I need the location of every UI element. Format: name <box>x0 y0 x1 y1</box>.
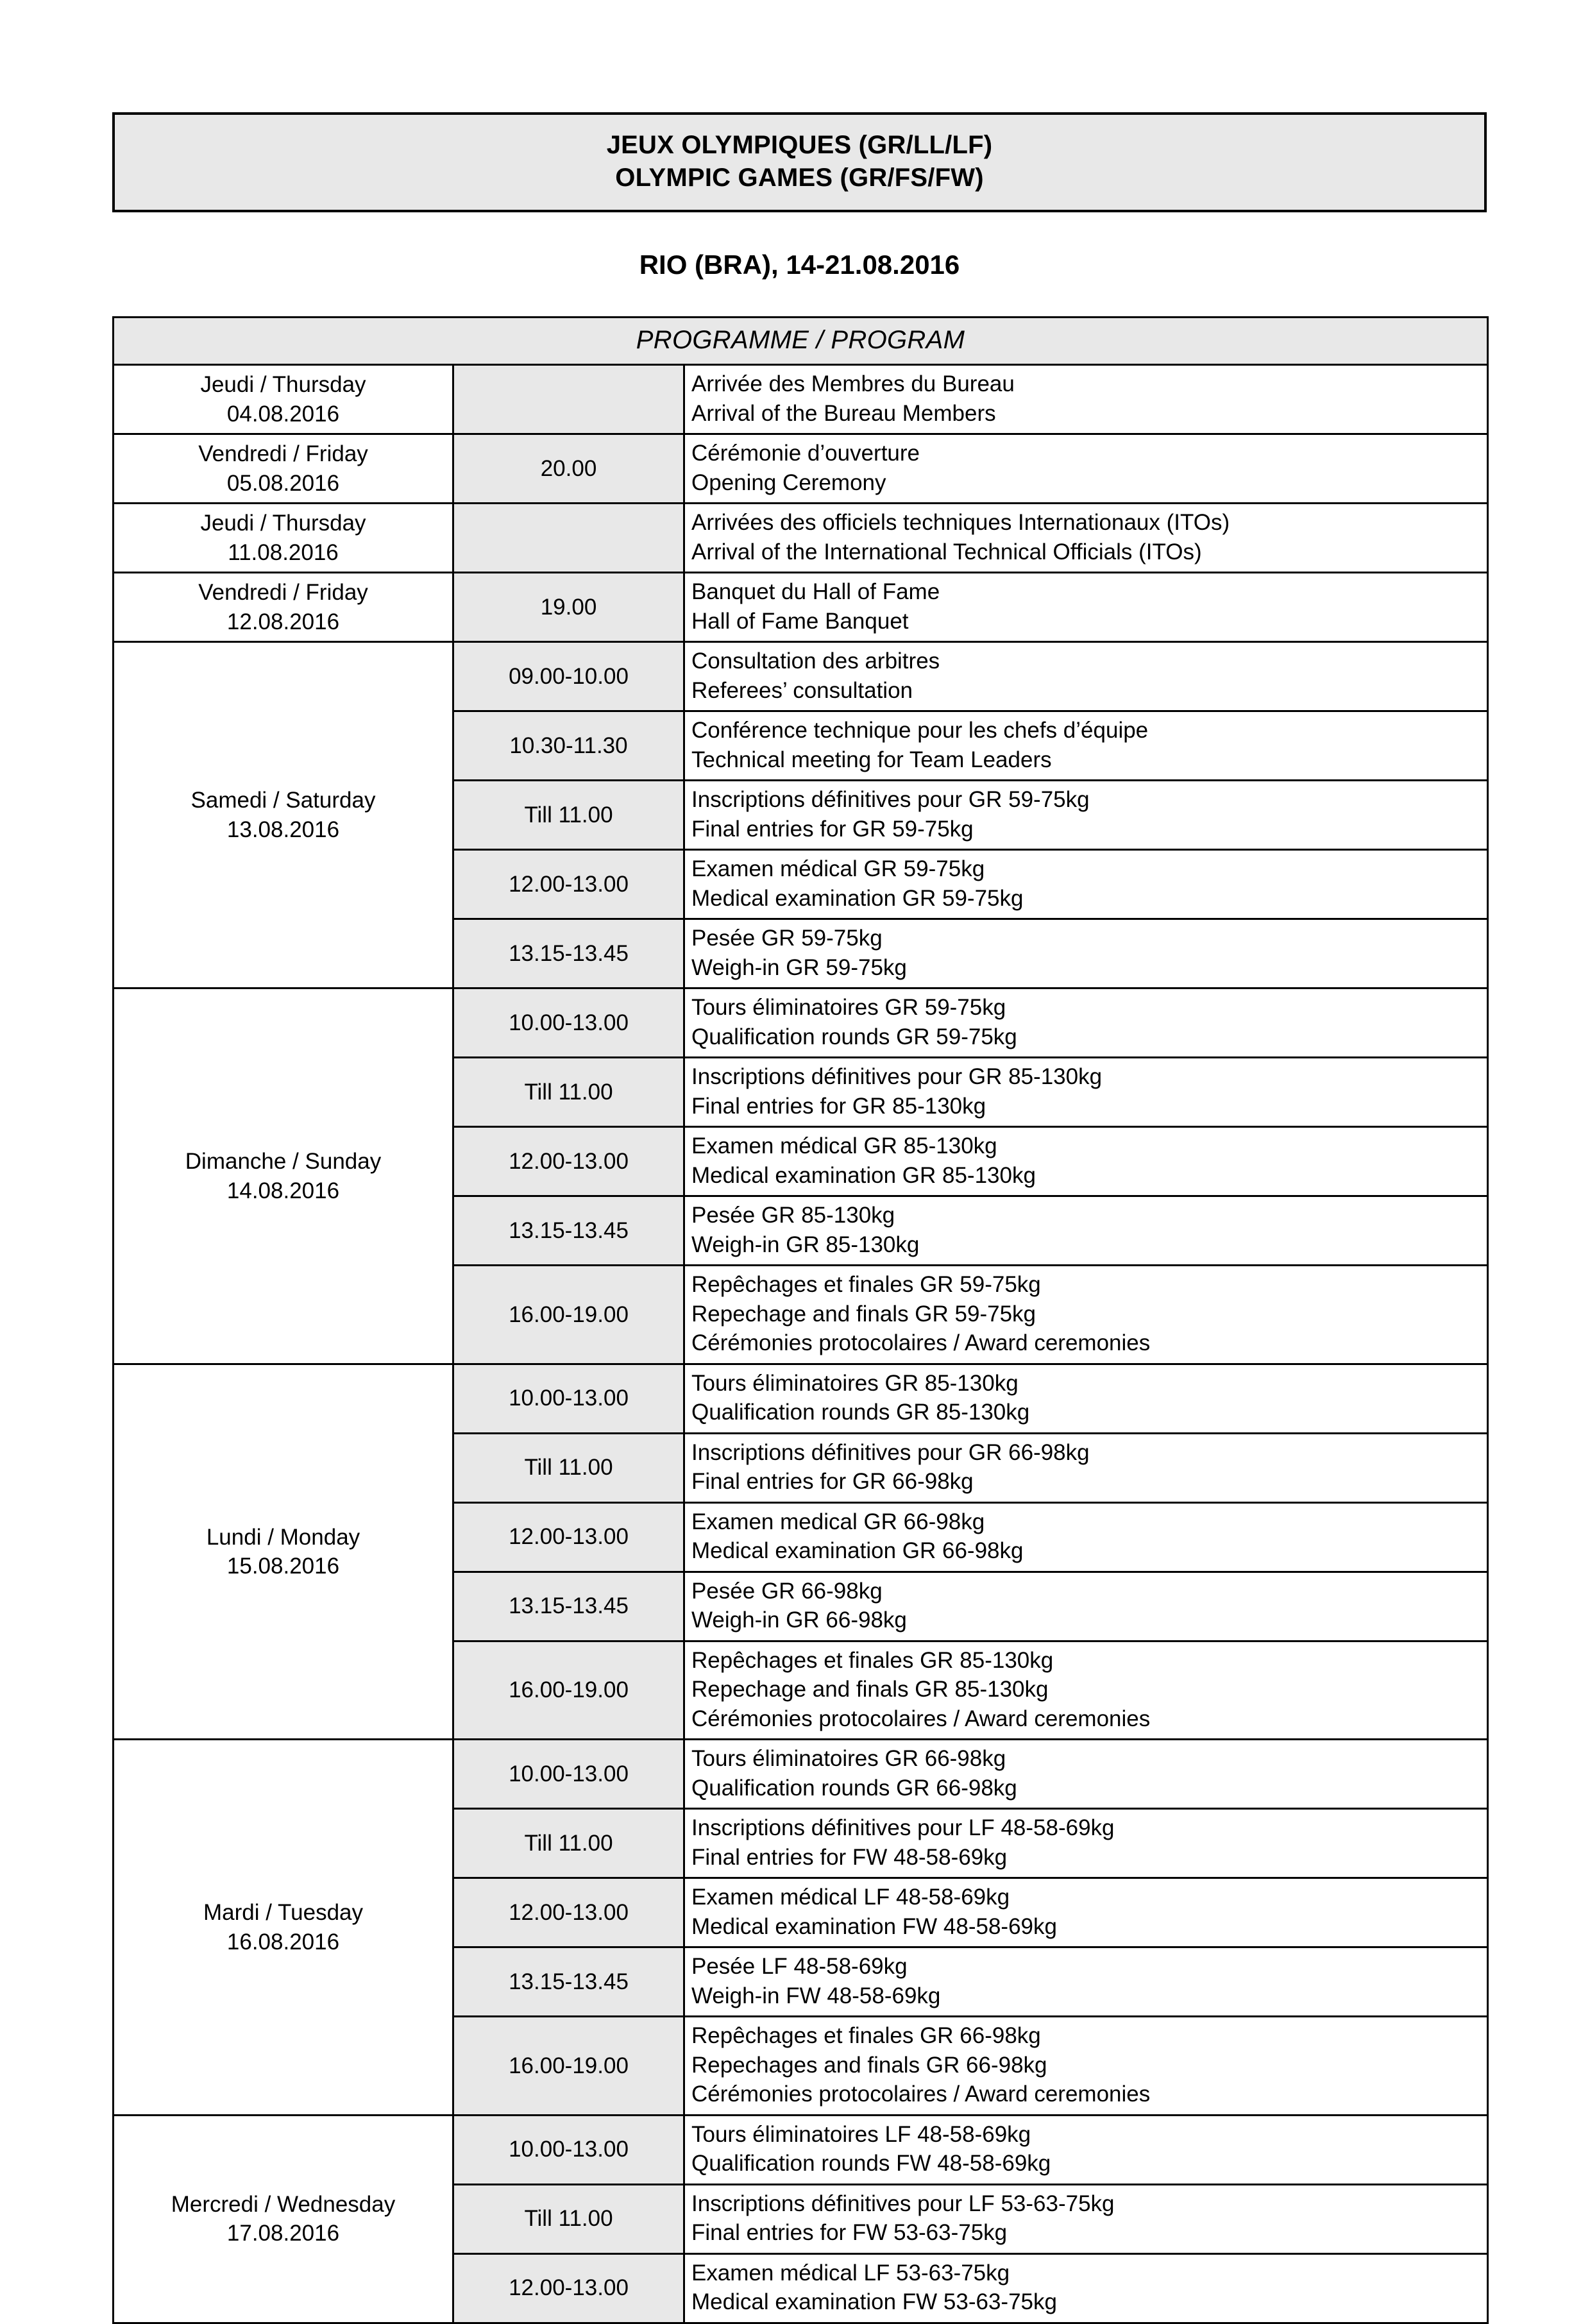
table-row <box>114 365 1488 434</box>
time-cell: Till 11.00 <box>453 1058 684 1127</box>
description-cell <box>684 1127 1488 1196</box>
day-name: Jeudi / Thursday <box>200 511 366 536</box>
time-cell: 12.00-13.00 <box>453 1502 684 1572</box>
description-cell <box>684 781 1488 850</box>
description-cell <box>684 642 1488 711</box>
time-cell: 10.00-13.00 <box>453 988 684 1058</box>
description-english: Repechage and finals GR 85-130kg <box>691 1677 1049 1702</box>
venue-and-dates: RIO (BRA), 14-21.08.2016 <box>639 250 960 280</box>
time-cell: 10.30-11.30 <box>453 711 684 781</box>
day-date: 11.08.2016 <box>228 539 339 565</box>
day-name: Vendredi / Friday <box>198 580 368 606</box>
description-french: Examen medical GR 66-98kg <box>691 1509 985 1534</box>
table-row <box>114 2115 1488 2184</box>
table-row <box>114 1364 1488 1433</box>
description-english: Weigh-in FW 48-58-69kg <box>691 1983 941 2008</box>
title-french: JEUX OLYMPIQUES (GR/LL/LF) <box>606 131 993 159</box>
description-english: Qualification rounds GR 85-130kg <box>691 1400 1030 1425</box>
time-cell: 16.00-19.00 <box>453 1266 684 1364</box>
description-cell <box>684 1058 1488 1127</box>
time-cell: 12.00-13.00 <box>453 850 684 919</box>
description-french: Inscriptions définitives pour GR 85-130kg <box>691 1064 1103 1090</box>
table-row <box>114 573 1488 642</box>
time-cell: 10.00-13.00 <box>453 1364 684 1433</box>
description-cell <box>684 919 1488 988</box>
programme-table-header-row <box>114 318 1488 365</box>
table-row <box>114 988 1488 1058</box>
day-cell <box>114 1740 453 2116</box>
time-cell: Till 11.00 <box>453 781 684 850</box>
description-english: Medical examination FW 48-58-69kg <box>691 1913 1057 1939</box>
day-date: 17.08.2016 <box>226 2221 340 2246</box>
day-date: 13.08.2016 <box>226 817 340 842</box>
description-english: Medical examination FW 53-63-75kg <box>691 2289 1057 2315</box>
description-french: Cérémonie d’ouverture <box>691 441 920 466</box>
description-english: Qualification rounds FW 48-58-69kg <box>691 2151 1051 2176</box>
time-cell: 12.00-13.00 <box>453 2253 684 2323</box>
table-row <box>114 434 1488 504</box>
description-cell <box>684 1502 1488 1572</box>
time-cell <box>453 365 684 434</box>
description-english: Final entries for GR 85-130kg <box>691 1093 986 1119</box>
description-cell <box>684 988 1488 1058</box>
description-cell <box>684 573 1488 642</box>
day-cell <box>114 988 453 1364</box>
description-cell <box>684 1947 1488 2017</box>
day-date: 04.08.2016 <box>226 401 340 427</box>
programme-section-title: PROGRAMME / PROGRAM <box>114 318 1488 365</box>
description-english: Repechage and finals GR 59-75kg <box>691 1301 1036 1327</box>
description-cell <box>684 711 1488 781</box>
time-cell: 19.00 <box>453 573 684 642</box>
description-french: Examen médical GR 59-75kg <box>691 856 985 882</box>
programme-table <box>112 316 1489 2324</box>
description-french: Inscriptions définitives pour GR 59-75kg <box>691 787 1090 813</box>
time-cell: 13.15-13.45 <box>453 1947 684 2017</box>
table-row <box>114 504 1488 573</box>
document-title-banner <box>112 112 1487 212</box>
day-date: 16.08.2016 <box>226 1929 340 1955</box>
description-cell <box>684 1740 1488 1809</box>
time-cell: 13.15-13.45 <box>453 1572 684 1641</box>
programme-table-body <box>114 365 1488 2323</box>
day-name: Jeudi / Thursday <box>200 372 366 398</box>
title-english: OLYMPIC GAMES (GR/FS/FW) <box>615 164 984 192</box>
day-cell <box>114 573 453 642</box>
day-cell <box>114 365 453 434</box>
time-cell: 13.15-13.45 <box>453 919 684 988</box>
description-extra: Cérémonies protocolaires / Award ceremonies <box>691 1706 1151 1731</box>
table-row <box>114 642 1488 711</box>
description-french: Arrivées des officiels techniques Internationaux (ITOs) <box>691 510 1230 536</box>
time-cell: 12.00-13.00 <box>453 1127 684 1196</box>
description-english: Final entries for GR 59-75kg <box>691 816 974 842</box>
day-cell <box>114 1364 453 1740</box>
description-cell <box>684 1433 1488 1502</box>
description-french: Conférence technique pour les chefs d’équipe <box>691 718 1149 743</box>
description-french: Pesée GR 59-75kg <box>691 926 883 951</box>
description-french: Examen médical GR 85-130kg <box>691 1133 997 1159</box>
day-cell <box>114 504 453 573</box>
day-cell <box>114 434 453 504</box>
time-cell: 16.00-19.00 <box>453 2017 684 2116</box>
description-english: Final entries for FW 48-58-69kg <box>691 1844 1008 1870</box>
description-cell <box>684 1878 1488 1947</box>
time-cell: 10.00-13.00 <box>453 1740 684 1809</box>
description-english: Technical meeting for Team Leaders <box>691 747 1052 772</box>
description-english: Medical examination GR 85-130kg <box>691 1162 1036 1188</box>
description-french: Repêchages et finales GR 66-98kg <box>691 2023 1041 2049</box>
day-date: 05.08.2016 <box>226 470 340 496</box>
table-row <box>114 1740 1488 1809</box>
description-french: Repêchages et finales GR 85-130kg <box>691 1647 1054 1673</box>
description-english: Final entries for FW 53-63-75kg <box>691 2220 1008 2246</box>
description-english: Weigh-in GR 59-75kg <box>691 954 907 980</box>
description-french: Pesée GR 85-130kg <box>691 1203 895 1228</box>
day-date: 12.08.2016 <box>226 609 340 634</box>
description-english: Opening Ceremony <box>691 470 886 495</box>
description-english: Arrival of the International Technical Officials (ITOs) <box>691 539 1202 564</box>
description-french: Banquet du Hall of Fame <box>691 579 940 605</box>
description-cell <box>684 1196 1488 1266</box>
description-cell <box>684 1809 1488 1878</box>
time-cell: 10.00-13.00 <box>453 2115 684 2184</box>
description-french: Repêchages et finales GR 59-75kg <box>691 1272 1041 1298</box>
time-cell: 20.00 <box>453 434 684 504</box>
description-english: Final entries for GR 66-98kg <box>691 1469 974 1495</box>
description-french: Inscriptions définitives pour LF 48-58-69kg <box>691 1815 1115 1841</box>
description-french: Inscriptions définitives pour LF 53-63-75kg <box>691 2191 1115 2216</box>
time-cell <box>453 504 684 573</box>
description-english: Qualification rounds GR 66-98kg <box>691 1775 1017 1801</box>
description-french: Arrivée des Membres du Bureau <box>691 371 1015 397</box>
description-cell <box>684 434 1488 504</box>
description-french: Tours éliminatoires GR 59-75kg <box>691 995 1006 1021</box>
description-cell <box>684 1641 1488 1740</box>
day-name: Dimanche / Sunday <box>185 1149 382 1175</box>
description-cell <box>684 1266 1488 1364</box>
description-extra: Cérémonies protocolaires / Award ceremonies <box>691 1330 1151 1356</box>
description-french: Pesée GR 66-98kg <box>691 1578 883 1604</box>
description-french: Tours éliminatoires GR 85-130kg <box>691 1370 1019 1396</box>
time-cell: Till 11.00 <box>453 2184 684 2253</box>
description-cell <box>684 2253 1488 2323</box>
description-cell <box>684 365 1488 434</box>
day-date: 15.08.2016 <box>226 1554 340 1579</box>
day-name: Mardi / Tuesday <box>203 1900 363 1926</box>
description-english: Arrival of the Bureau Members <box>691 400 996 426</box>
description-cell <box>684 2017 1488 2116</box>
description-cell <box>684 1572 1488 1641</box>
description-french: Consultation des arbitres <box>691 649 940 674</box>
description-cell <box>684 504 1488 573</box>
description-english: Weigh-in GR 66-98kg <box>691 1607 907 1633</box>
time-cell: Till 11.00 <box>453 1433 684 1502</box>
time-cell: Till 11.00 <box>453 1809 684 1878</box>
day-cell <box>114 642 453 988</box>
description-english: Medical examination GR 66-98kg <box>691 1538 1024 1564</box>
description-french: Tours éliminatoires GR 66-98kg <box>691 1746 1006 1772</box>
description-cell <box>684 2184 1488 2253</box>
description-cell <box>684 2115 1488 2184</box>
description-english: Medical examination GR 59-75kg <box>691 885 1024 911</box>
time-cell: 09.00-10.00 <box>453 642 684 711</box>
description-english: Referees’ consultation <box>691 677 913 703</box>
day-cell <box>114 2115 453 2323</box>
description-english: Weigh-in GR 85-130kg <box>691 1232 920 1257</box>
day-name: Lundi / Monday <box>206 1524 360 1550</box>
description-cell <box>684 1364 1488 1433</box>
description-cell <box>684 850 1488 919</box>
time-cell: 13.15-13.45 <box>453 1196 684 1266</box>
day-date: 14.08.2016 <box>226 1178 340 1203</box>
description-english: Qualification rounds GR 59-75kg <box>691 1024 1017 1049</box>
description-french: Examen médical LF 53-63-75kg <box>691 2260 1010 2286</box>
day-name: Mercredi / Wednesday <box>171 2191 396 2217</box>
description-french: Inscriptions définitives pour GR 66-98kg <box>691 1439 1090 1465</box>
time-cell: 12.00-13.00 <box>453 1878 684 1947</box>
description-french: Pesée LF 48-58-69kg <box>691 1954 908 1980</box>
day-name: Samedi / Saturday <box>190 788 376 813</box>
description-french: Examen médical LF 48-58-69kg <box>691 1885 1010 1910</box>
day-name: Vendredi / Friday <box>198 441 368 467</box>
description-french: Tours éliminatoires LF 48-58-69kg <box>691 2121 1031 2147</box>
description-english: Hall of Fame Banquet <box>691 608 909 634</box>
description-extra: Cérémonies protocolaires / Award ceremonies <box>691 2082 1151 2107</box>
time-cell: 16.00-19.00 <box>453 1641 684 1740</box>
description-english: Repechages and finals GR 66-98kg <box>691 2052 1047 2078</box>
